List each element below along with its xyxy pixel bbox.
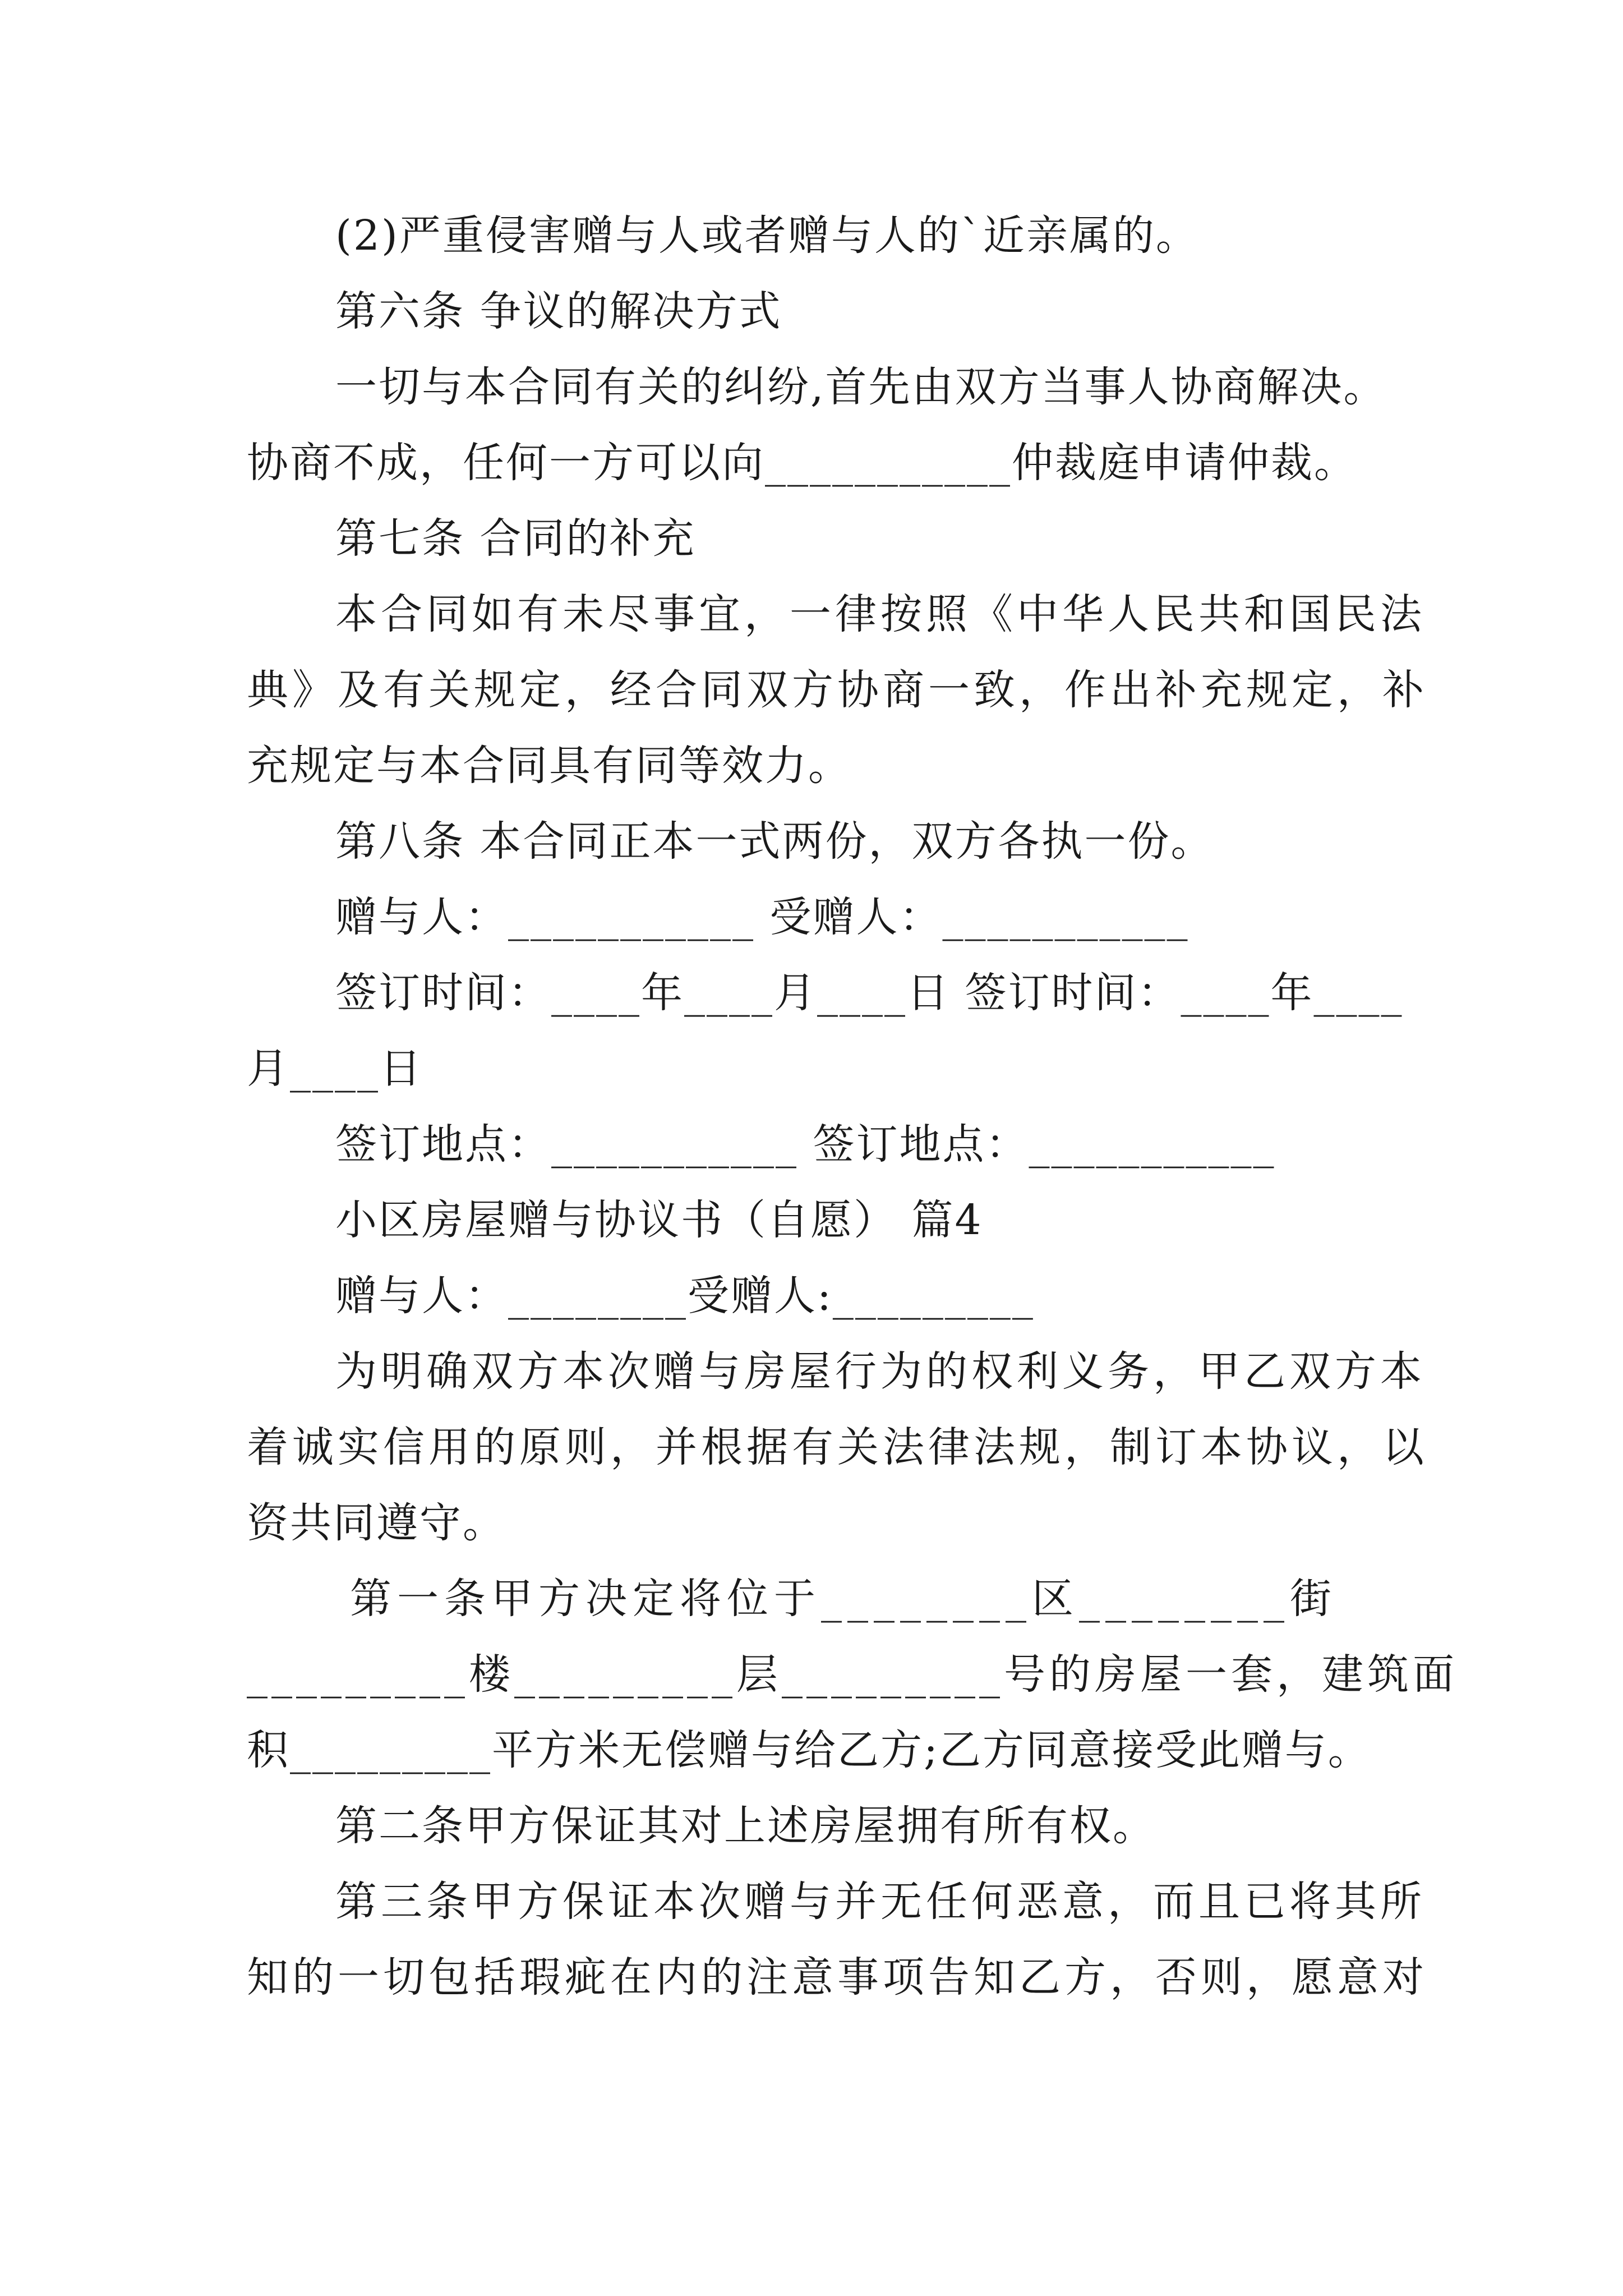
signature-line: 签订地点：___________ 签订地点：___________ [335, 1120, 1276, 1168]
text-line: (2)严重侵害赠与人或者赠与人的`近亲属的。 [335, 211, 1199, 260]
text-line: 知的一切包括瑕疵在内的注意事项告知乙方，否则，愿意对 [247, 1953, 1428, 2001]
text-line: _________楼_________层_________号的房屋一套，建筑面 [247, 1650, 1458, 1699]
signature-line: 月____日 [247, 1045, 423, 1093]
text-line: 为明确双方本次赠与房屋行为的权利义务，甲乙双方本 [335, 1347, 1426, 1396]
section-heading: 第七条 合同的补充 [335, 514, 696, 563]
text-line: 积_________平方米无偿赠与给乙方;乙方同意接受此赠与。 [247, 1726, 1371, 1774]
text-line: 典》及有关规定，经合同双方协商一致，作出补充规定，补 [247, 666, 1428, 714]
text-line: 第一条甲方决定将位于________区________街 [350, 1575, 1337, 1623]
text-line: 第三条甲方保证本次赠与并无任何恶意，而且已将其所 [335, 1878, 1426, 1926]
text-line: 第八条 本合同正本一式两份，双方各执一份。 [335, 817, 1214, 866]
section-heading: 第六条 争议的解决方式 [335, 287, 782, 335]
text-line: 一切与本合同有关的纠纷,首先由双方当事人协商解决。 [335, 363, 1387, 411]
signature-line: 签订时间：____年____月____日 签订时间：____年____ [335, 969, 1404, 1017]
signature-line: 赠与人：___________ 受赠人：___________ [335, 893, 1189, 941]
text-line: 本合同如有未尽事宜，一律按照《中华人民共和国民法 [335, 590, 1426, 638]
text-line: 第二条甲方保证其对上述房屋拥有所有权。 [335, 1802, 1156, 1850]
text-line: 协商不成，任何一方可以向___________仲裁庭申请仲裁。 [247, 439, 1357, 487]
text-line: 着诚实信用的原则，并根据有关法律法规，制订本协议，以 [247, 1423, 1428, 1471]
parties-line: 赠与人：________受赠人:_________ [335, 1272, 1035, 1320]
document-title: 小区房屋赠与协议书（自愿） 篇4 [335, 1196, 983, 1244]
text-line: 资共同遵守。 [247, 1499, 506, 1547]
text-line: 充规定与本合同具有同等效力。 [247, 742, 851, 790]
